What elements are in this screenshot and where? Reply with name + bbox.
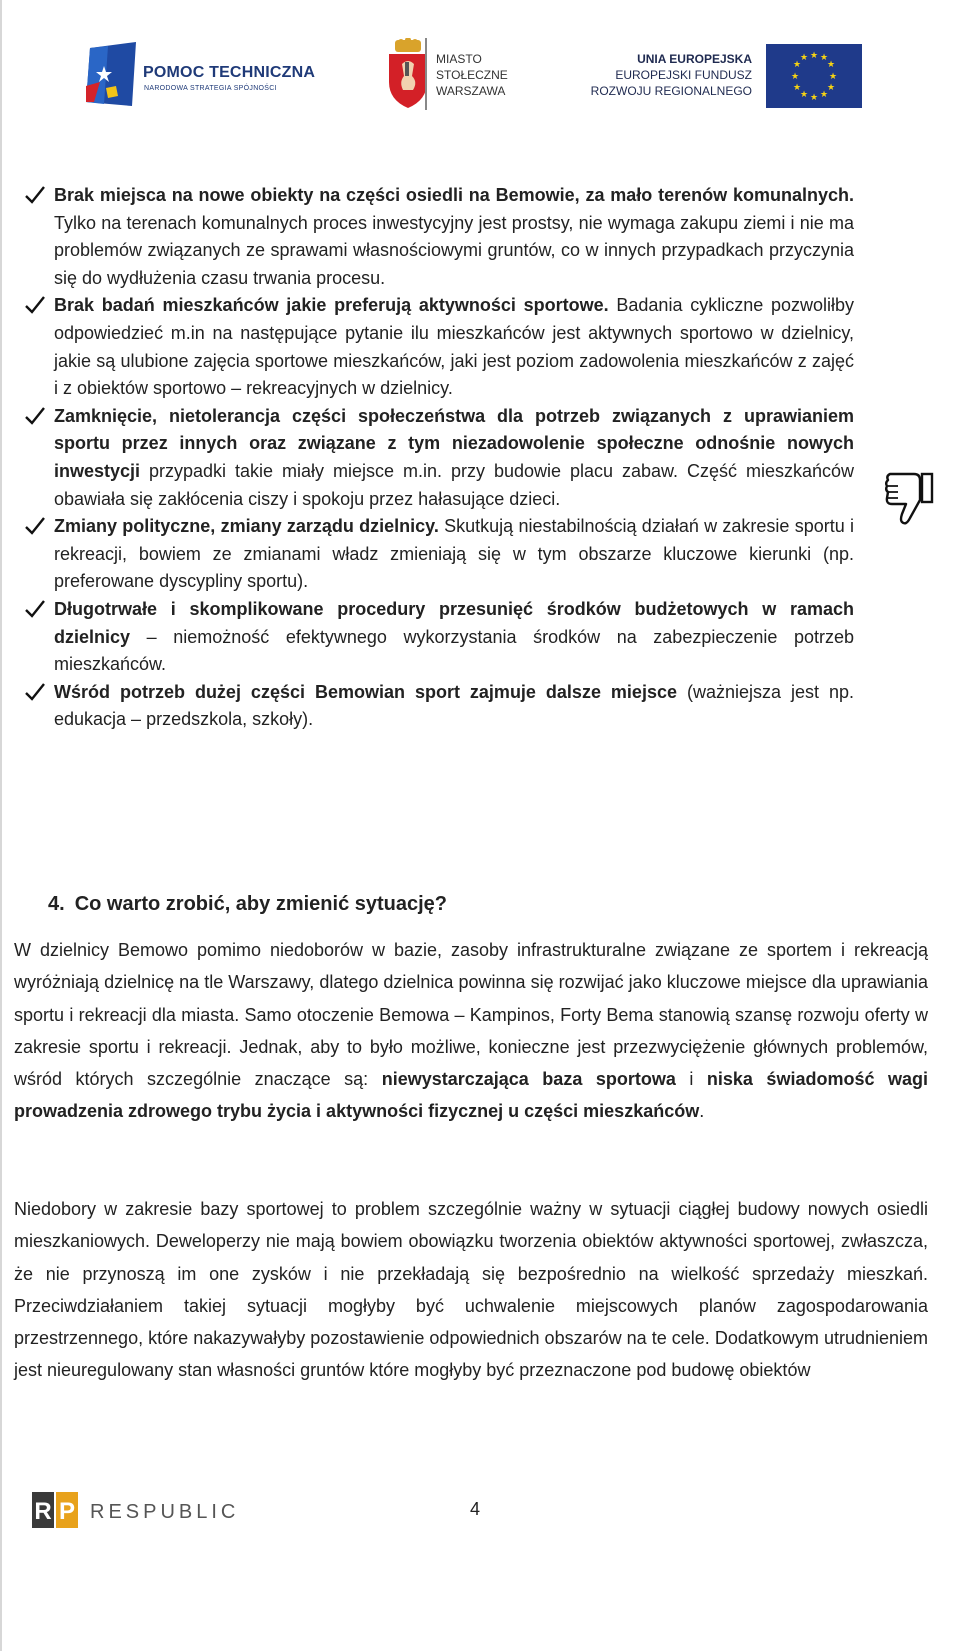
list-item bbox=[24, 679, 854, 734]
svg-text:P: P bbox=[58, 1498, 76, 1525]
miasto-line1: MIASTO bbox=[436, 52, 482, 66]
unia-europejska-logo bbox=[590, 42, 860, 110]
respublic-mark-icon bbox=[32, 1492, 82, 1528]
page-edge bbox=[0, 0, 2, 1651]
svg-text:★: ★ bbox=[826, 83, 836, 93]
svg-text:★: ★ bbox=[790, 72, 800, 82]
respublic-logo bbox=[32, 1492, 272, 1532]
checkmark-icon bbox=[24, 185, 46, 205]
problems-list bbox=[24, 182, 854, 734]
svg-text:★: ★ bbox=[828, 72, 838, 82]
list-item-bold: Brak miejsca na nowe obiekty na części osiedli na Bemowie, za mało terenów komunalnych. bbox=[54, 185, 854, 205]
svg-text:★: ★ bbox=[819, 90, 829, 100]
checkmark-icon bbox=[24, 295, 46, 315]
list-item-bold: Wśród potrzeb dużej części Bemowian sport zajmuje dalsze miejsce bbox=[54, 681, 677, 702]
section-title: Co warto zrobić, aby zmienić sytuację? bbox=[74, 893, 448, 915]
thumbs-down-icon bbox=[884, 470, 936, 530]
list-item-text: – niemożność efektywnego wykorzystania środków na zabezpieczenie potrzeb mieszkańców. bbox=[54, 626, 854, 675]
svg-text:★: ★ bbox=[792, 60, 802, 70]
svg-text:★: ★ bbox=[826, 60, 836, 70]
section-heading bbox=[48, 893, 447, 916]
list-item bbox=[24, 292, 854, 402]
svg-text:★: ★ bbox=[819, 53, 829, 63]
paragraph-1-bold-2: niska świadomość wagi prowadzenia zdrowego trybu życia i aktywności fizycznej u części mieszkańców bbox=[14, 1069, 928, 1122]
warszawa-logo bbox=[385, 38, 545, 118]
paragraph-1-text: W dzielnicy Bemowo pomimo niedoborów w bazie, zasoby infrastrukturalne związane ze sportem i rekreacją wyróżniają dzielnicę na tle Warszawy, dlatego dzielnica powinna się rozwijać jako kluczowe miejsce dla uprawiania sportu i rekreacji dla miasta. Samo otoczenie Bemowa – Kampinos, Forty Bema stanowią szansę rozwoju oferty w zakresie sportu i rekreacji. Jednak, aby to było możliwe, konieczne jest przezwyciężenie głównych problemów, wśród których szczególnie znaczące są: bbox=[14, 940, 928, 1090]
list-item-bold: Długotrwałe i skomplikowane procedury przesunięć środków budżetowych w ramach dzielnicy bbox=[54, 598, 854, 647]
respublic-wordmark: RESPUBLIC bbox=[90, 1501, 240, 1523]
list-item-text: przypadki takie miały miejsce m.in. przy budowie placu zabaw. Część mieszkańców obawiała się zakłócenia ciszy i spokoju przez hałasujące dzieci. bbox=[54, 460, 854, 509]
ue-line3: ROZWOJU REGIONALNEGO bbox=[590, 84, 752, 98]
svg-text:★: ★ bbox=[809, 51, 819, 61]
eu-flag-icon bbox=[766, 44, 862, 108]
pomoc-techniczna-emblem-icon bbox=[86, 42, 142, 110]
section-number: 4. bbox=[48, 893, 65, 915]
miasto-line3: WARSZAWA bbox=[436, 84, 506, 98]
paragraph-2: Niedobory w zakresie bazy sportowej to problem szczególnie ważny w sytuacji ciągłej budowy nowych osiedli mieszkaniowych. Deweloperzy nie mają bowiem obowiązku tworzenia obiektów aktywności sportowej, zwłaszcza, że nie przynoszą im one zysków i nie przekładają się bezpośrednio na wielkość sprzedaży mieszkań. Przeciwdziałaniem takiej sytuacji mogłyby być uchwalenie miejscowych planów zagospodarowania przestrzennego, które nakazywałyby pozostawienie odpowiednich obszarów na te cele. Dodatkowym utrudnieniem jest nieuregulowany stan własności gruntów które mogłyby być przeznaczone pod budowę obiektów bbox=[14, 1199, 928, 1381]
miasto-line2: STOŁECZNE bbox=[436, 68, 508, 82]
paragraph-1-bold-1: niewystarczająca baza sportowa bbox=[381, 1069, 676, 1090]
pomoc-techniczna-logo bbox=[86, 42, 316, 110]
list-item bbox=[24, 513, 854, 596]
svg-text:★: ★ bbox=[809, 93, 819, 103]
paragraph-1-text-3: . bbox=[699, 1101, 705, 1122]
list-item bbox=[24, 403, 854, 513]
pomoc-techniczna-subtitle: NARODOWA STRATEGIA SPÓJNOŚCI bbox=[144, 85, 277, 92]
ue-line2: EUROPEJSKI FUNDUSZ bbox=[615, 68, 752, 82]
list-item-text: Skutkują niestabilnością działań w zakresie sportu i rekreacji, bowiem ze zmianami władz zmieniają się w tym obszarze kluczowe kierunki (np. preferowane dyscypliny sportu). bbox=[54, 516, 855, 592]
svg-text:R: R bbox=[34, 1498, 52, 1525]
logo-divider bbox=[425, 38, 427, 110]
checkmark-icon bbox=[24, 599, 46, 619]
svg-text:★: ★ bbox=[799, 90, 809, 100]
page-number: 4 bbox=[470, 1499, 481, 1519]
list-item-text: Badania cykliczne pozwoliłby odpowiedzieć m.in na następujące pytanie ilu mieszkańców jest aktywnych sportowo w dzielnicy, jakie są ulubione zajęcia sportowe mieszkańców, jaki jest poziom zadowolenia mieszkańców z zajęć i z obiektów sportowo – rekreacyjnych w dzielnicy. bbox=[54, 295, 855, 399]
list-item-text: (ważniejsza jest np. edukacja – przedszkola, szkoły). bbox=[54, 681, 854, 730]
paragraph-1-text-2: i bbox=[675, 1069, 707, 1090]
list-item-bold: Brak badań mieszkańców jakie preferują aktywności sportowe. bbox=[54, 295, 609, 316]
svg-text:★: ★ bbox=[792, 83, 802, 93]
checkmark-icon bbox=[24, 682, 46, 702]
svg-text:★: ★ bbox=[799, 53, 809, 63]
list-item-bold: Zamknięcie, nietolerancja części społeczeństwa dla potrzeb związanych z uprawianiem sportu przez innych oraz związane z tym niezadowolenie społeczne odnośnie nowych inwestycji bbox=[54, 405, 854, 481]
list-item-text: Tylko na terenach komunalnych proces inwestycyjny jest prostsy, nie wymaga zakupu ziemi i nie ma problemów związanych ze sprawami własnościowymi gruntów, co w innych przypadkach przyczynia się do wydłużenia czasu trwania procesu. bbox=[54, 212, 854, 288]
pomoc-techniczna-title: POMOC TECHNICZNA bbox=[143, 64, 316, 81]
list-item-bold: Zmiany polityczne, zmiany zarządu dzielnicy. bbox=[54, 516, 439, 537]
list-item bbox=[24, 182, 854, 292]
checkmark-icon bbox=[24, 406, 46, 426]
ue-line1: UNIA EUROPEJSKA bbox=[637, 52, 752, 66]
list-item bbox=[24, 596, 854, 679]
paragraph-1 bbox=[14, 934, 928, 1128]
checkmark-icon bbox=[24, 516, 46, 536]
